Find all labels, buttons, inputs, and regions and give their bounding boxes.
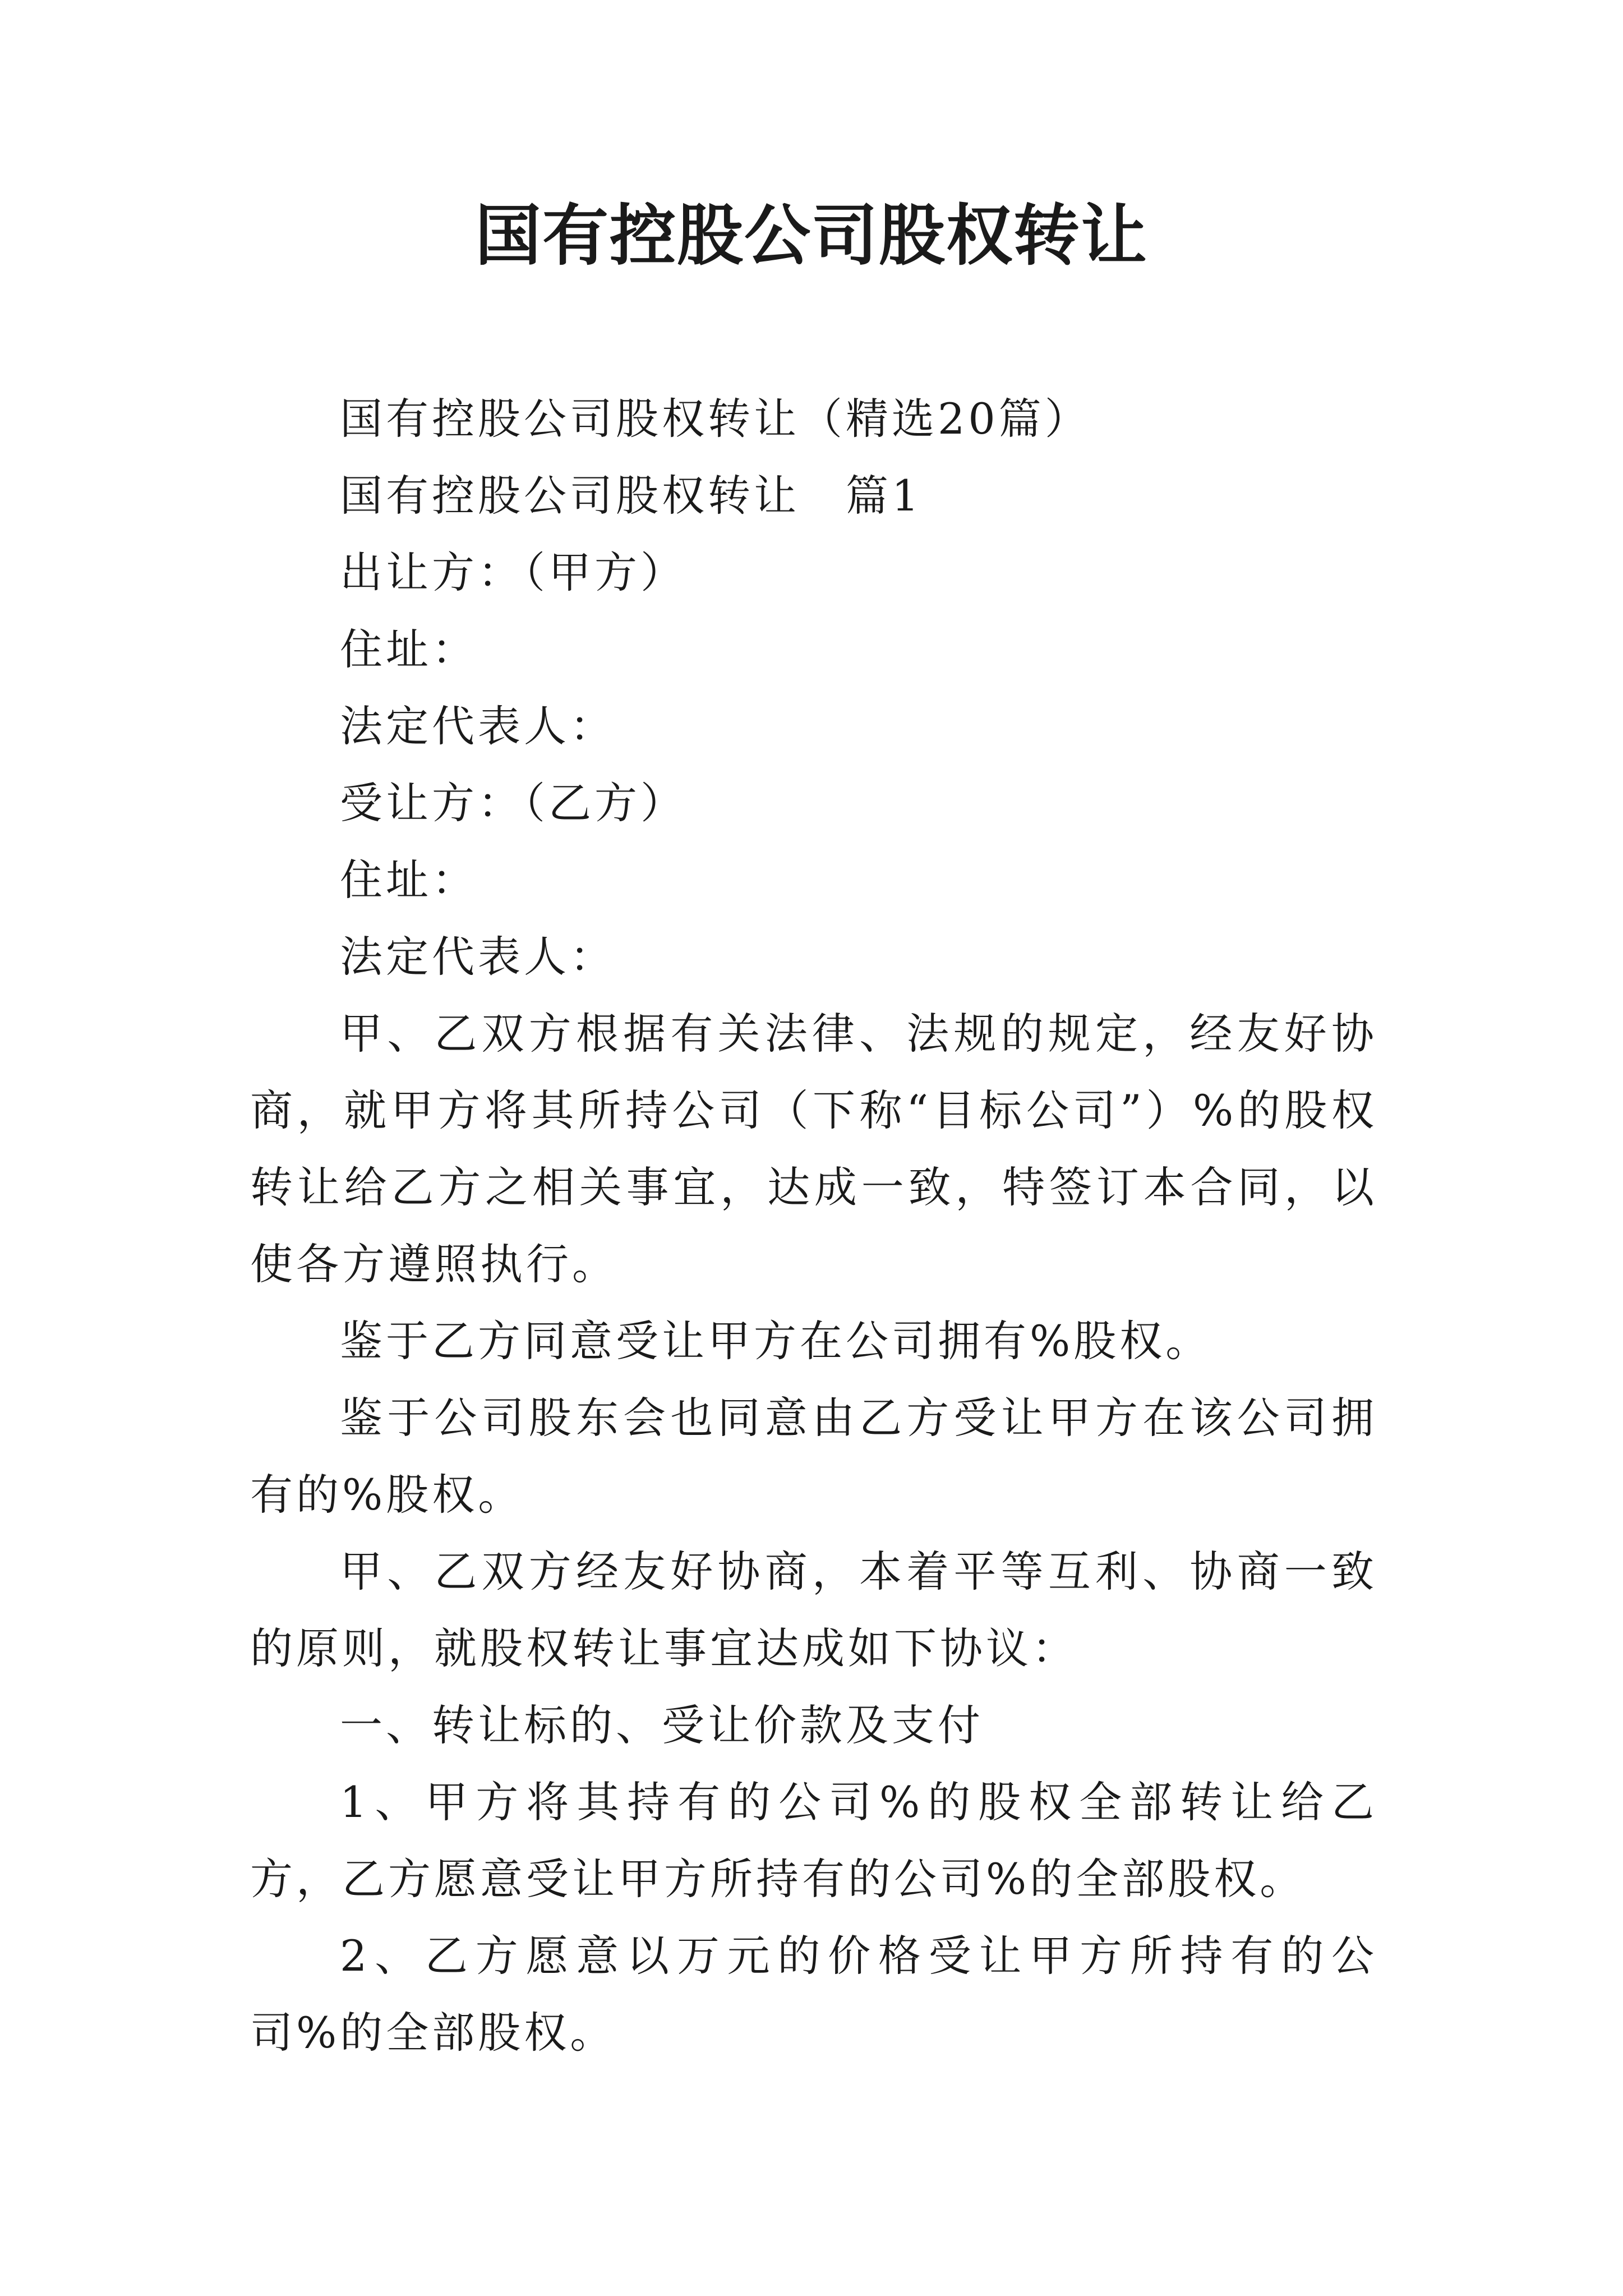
document-body: [250, 380, 1377, 2071]
paragraph-agreement-intro: 甲、乙双方经友好协商，本着平等互利、协商一致的原则，就股权转让事宜达成如下协议：: [250, 1547, 1377, 1673]
paragraph-clause-2: 2、乙方愿意以万元的价格受让甲方所持有的公司%的全部股权。: [250, 1931, 1377, 2058]
paragraph-article-1-heading: 一、转让标的、受让价款及支付: [340, 1700, 984, 1750]
paragraph-whereas-1: 鉴于乙方同意受让甲方在公司拥有%股权。: [340, 1316, 1212, 1366]
paragraph-transferor-representative: 法定代表人：: [340, 701, 616, 751]
paragraph-clause-1: 1、甲方将其持有的公司%的股权全部转让给乙方，乙方愿意受让甲方所持有的公司%的全部股权。: [250, 1777, 1377, 1904]
paragraph-whereas-2: 鉴于公司股东会也同意由乙方受让甲方在该公司拥有的%股权。: [250, 1393, 1377, 1520]
paragraph-preamble: 甲、乙双方根据有关法律、法规的规定，经友好协商，就甲方将其所持公司（下称“目标公司”）%的股权转让给乙方之相关事宜，达成一致，特签订本合同，以使各方遵照执行。: [250, 1009, 1377, 1289]
paragraph-transferee-address: 住址：: [340, 855, 478, 905]
paragraph-section-heading: 国有控股公司股权转让 篇1: [340, 471, 923, 521]
paragraph-transferee-representative: 法定代表人：: [340, 932, 616, 982]
document-title: 国有控股公司股权转让: [474, 197, 1148, 274]
paragraph-transferee: 受让方：（乙方）: [340, 778, 686, 828]
paragraph-subtitle: 国有控股公司股权转让（精选20篇）: [340, 394, 1091, 444]
paragraph-transferor-address: 住址：: [340, 624, 478, 674]
paragraph-transferor: 出让方：（甲方）: [340, 547, 686, 597]
